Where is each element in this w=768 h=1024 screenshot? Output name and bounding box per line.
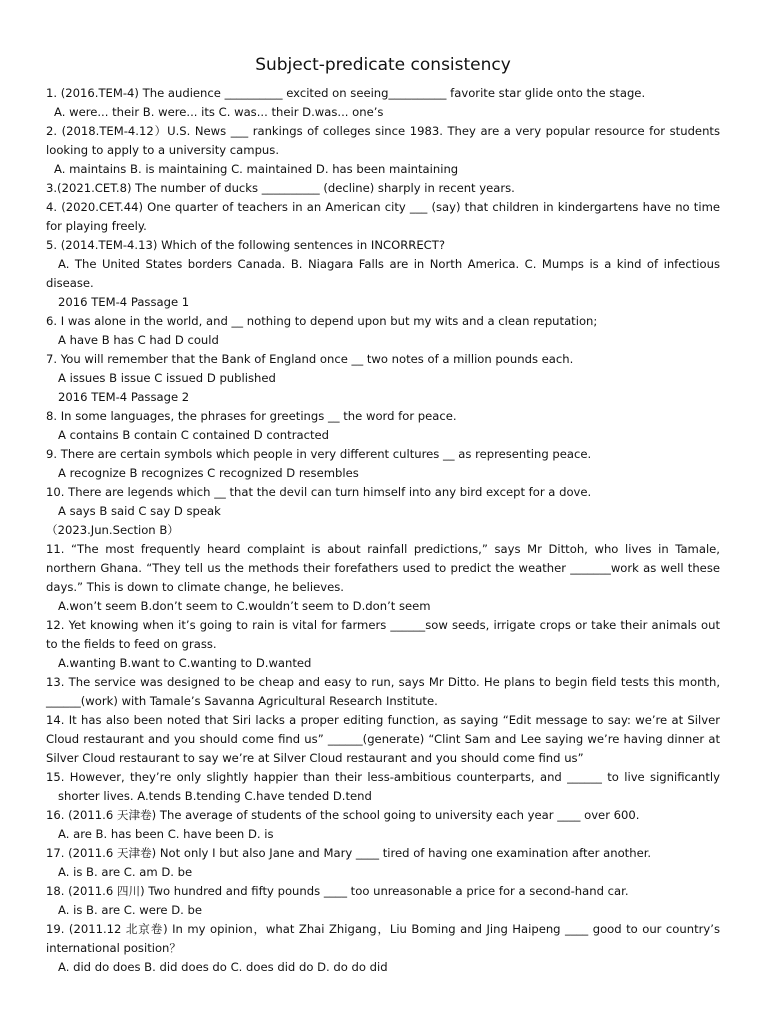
question-line: Cloud restaurant and you should come find us” ______(generate) “Clint Sam and Lee saying we’re having dinner at [46,732,720,746]
answer-options: A have B has C had D could [58,333,219,347]
question-line: days.” This is down to climate change, he believes. [46,580,344,594]
question-line: 3.(2021.CET.8) The number of ducks __________ (decline) sharply in recent years. [46,181,515,195]
question-line: 12. Yet knowing when it’s going to rain is vital for farmers ______sow seeds, irrigate crops or take their animals out [46,618,720,632]
answer-options: A. The United States borders Canada. B. Niagara Falls are in North America. C. Mumps is a kind of infectious [58,257,720,271]
question-line: 15. However, they’re only slightly happier than their less-ambitious counterparts, and ______ to live significantly [46,770,720,784]
answer-options: A.won’t seem B.don’t seem to C.wouldn’t seem to D.don’t seem [58,599,431,613]
answer-options: A. were... their B. were... its C. was... their D.was... one’s [54,105,384,119]
answer-options: shorter lives. A.tends B.tending C.have tended D.tend [58,789,372,803]
question-line: 1. (2016.TEM-4) The audience __________ excited on seeing__________ favorite star glide onto the stage. [46,86,646,100]
question-line: 7. You will remember that the Bank of England once __ two notes of a million pounds each. [46,352,574,366]
answer-options: A. is B. are C. were D. be [58,903,203,917]
question-line: 18. (2011.6 四川) Two hundred and fifty pounds ____ too unreasonable a price for a second-hand car. [46,884,629,898]
question-line: for playing freely. [46,219,147,233]
question-line: 8. In some languages, the phrases for greetings __ the word for peace. [46,409,457,423]
answer-options: disease. [46,276,94,290]
section-heading: （2023.Jun.Section B） [46,523,179,537]
question-line: 17. (2011.6 天津卷) Not only I but also Jane and Mary ____ tired of having one examination after another. [46,846,652,860]
question-line: 16. (2011.6 天津卷) The average of students of the school going to university each year ____ over 600. [46,808,640,822]
answer-options: A. maintains B. is maintaining C. maintained D. has been maintaining [54,162,459,176]
question-line: northern Ghana. “They tell us the methods their forefathers used to predict the weather _______work as well these [46,561,720,575]
question-line: 19. (2011.12 北京卷) In my opinion，what Zhai Zhigang，Liu Boming and Jing Haipeng ____ good to our country’s [46,922,720,936]
question-line: 4. (2020.CET.44) One quarter of teachers in an American city ___ (say) that children in kindergartens have no time [46,200,720,214]
answer-options: A issues B issue C issued D published [58,371,276,385]
page-title: Subject-predicate consistency [255,55,511,75]
question-line: 11. “The most frequently heard complaint is about rainfall predictions,” says Mr Dittoh, who lives in Tamale, [46,542,720,556]
question-line: 6. I was alone in the world, and __ nothing to depend upon but my wits and a clean reputation; [46,314,598,328]
question-line: 9. There are certain symbols which people in very different cultures __ as representing peace. [46,447,592,461]
answer-options: A. is B. are C. am D. be [58,865,193,879]
question-line: ______(work) with Tamale’s Savanna Agricultural Research Institute. [46,694,438,708]
section-heading: 2016 TEM-4 Passage 2 [58,390,190,404]
question-line: international position？ [46,941,181,955]
answer-options: A.wanting B.want to C.wanting to D.wanted [58,656,312,670]
answer-options: A contains B contain C contained D contracted [58,428,329,442]
question-line: to the fields to feed on grass. [46,637,217,651]
answer-options: A recognize B recognizes C recognized D resembles [58,466,359,480]
section-heading: 2016 TEM-4 Passage 1 [58,295,190,309]
question-line: Silver Cloud restaurant to say we’re at Silver Cloud restaurant and you should come find us” [46,751,584,765]
answer-options: A says B said C say D speak [58,504,221,518]
question-line: 2. (2018.TEM-4.12）U.S. News ___ rankings of colleges since 1983. They are a very popular resource for students [46,124,720,138]
question-line: 10. There are legends which __ that the devil can turn himself into any bird except for a dove. [46,485,592,499]
question-line: 5. (2014.TEM-4.13) Which of the following sentences in INCORRECT? [46,238,446,252]
question-line: 13. The service was designed to be cheap and easy to run, says Mr Ditto. He plans to begin field tests this month, [46,675,720,689]
answer-options: A. are B. has been C. have been D. is [58,827,274,841]
question-line: 14. It has also been noted that Siri lacks a proper editing function, as saying “Edit message to say: we’re at Silver [46,713,720,727]
answer-options: A. did do does B. did does do C. does did do D. do do did [58,960,388,974]
question-line: looking to apply to a university campus. [46,143,280,157]
